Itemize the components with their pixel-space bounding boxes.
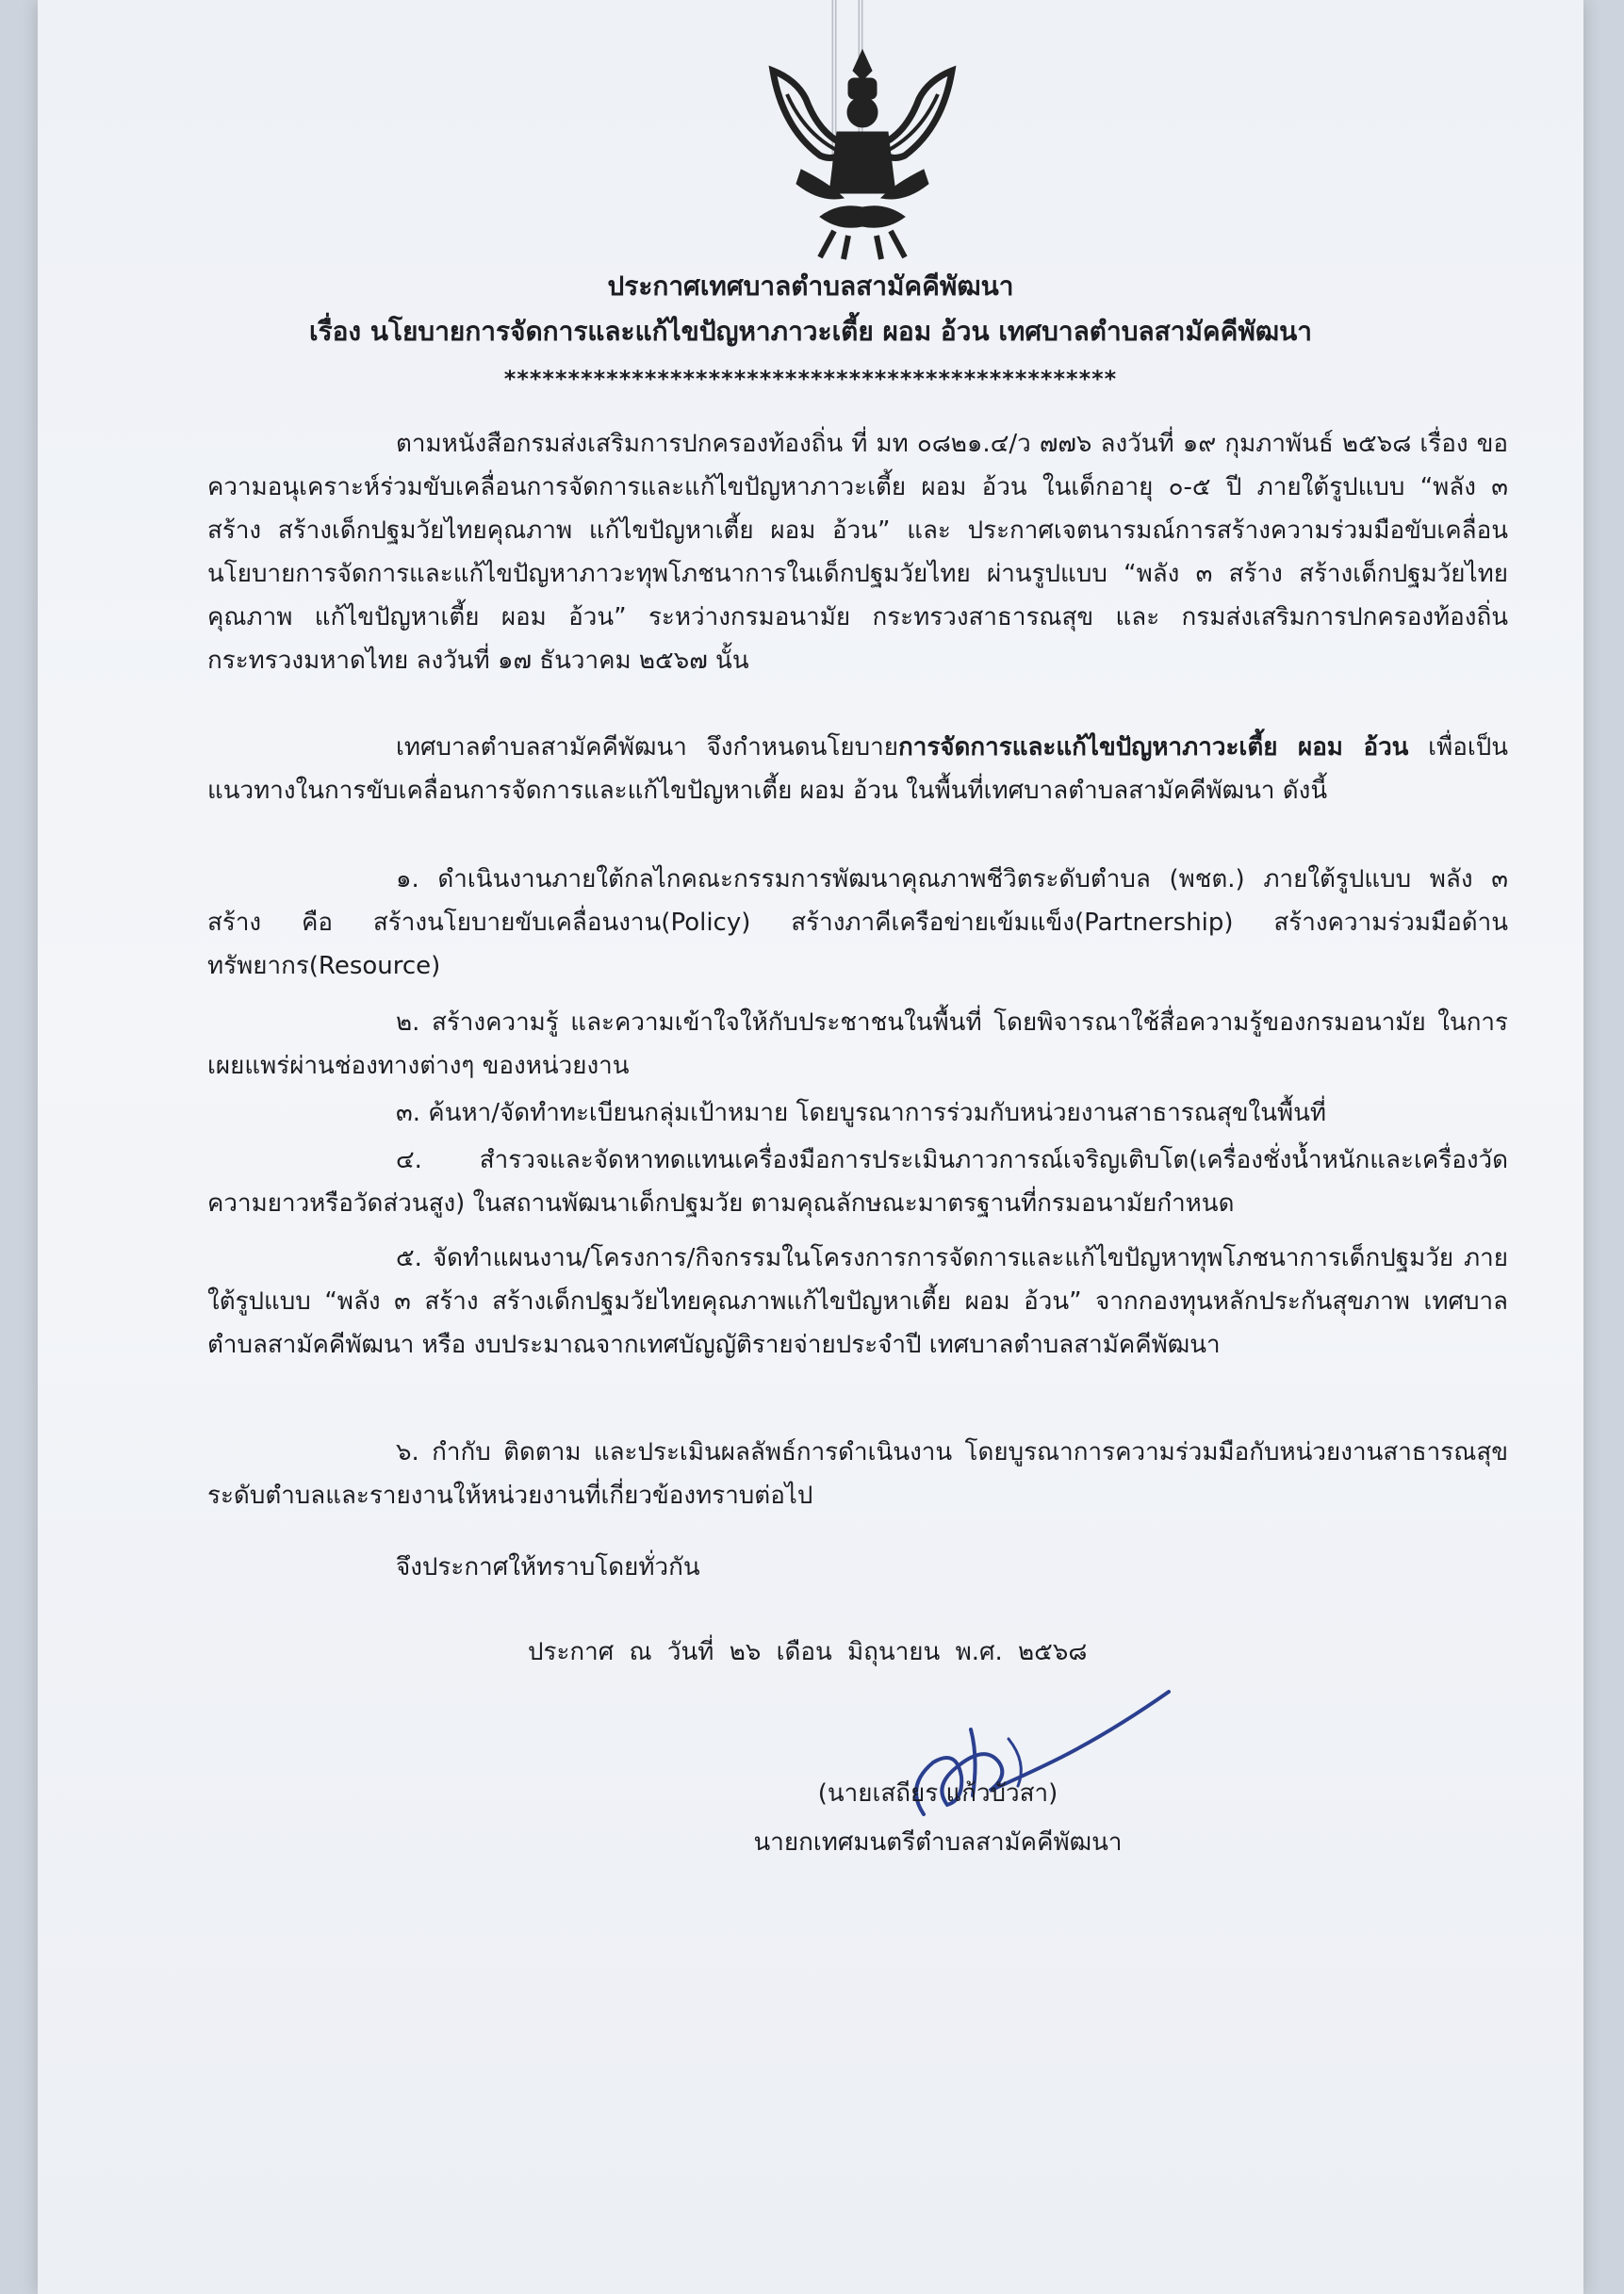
- policy-item-2: ๒. สร้างความรู้ และความเข้าใจให้กับประชาชนในพื้นที่ โดยพิจารณาใช้สื่อความรู้ของกรมอนามัย ในการเผยแพร่ผ่านช่องทางต่างๆ ของหน่วยงาน: [207, 1008, 1508, 1080]
- policy-item-5: ๕. จัดทำแผนงาน/โครงการ/กิจกรรมในโครงการการจัดการและแก้ไขปัญหาทุพโภชนาการเด็กปฐมวัย ภายใต้รูปแบบ “พลัง ๓ สร้าง สร้างเด็กปฐมวัยไทยคุณภาพแก้ไขปัญหาเตี้ย ผอม อ้วน” จากกองทุนหลักประกันสุขภาพ เทศบาลตำบลสามัคคีพัฒนา หรือ งบประมาณจากเทศบัญญัติรายจ่ายประจำปี เทศบาลตำบลสามัคคีพัฒนา: [207, 1244, 1508, 1359]
- policy-item-1: ๑. ดำเนินงานภายใต้กลไกคณะกรรมการพัฒนาคุณภาพชีวิตระดับตำบล (พชต.) ภายใต้รูปแบบ พลัง ๓ สร้าง คือ สร้างนโยบายขับเคลื่อนงาน(Policy) สร้างภาคีเครือข่ายเข้มแข็ง(Partnership) สร้างความร่วมมือด้านทรัพยากร(Resource): [207, 865, 1508, 980]
- title-divider: ************************************************: [503, 366, 1118, 392]
- intro-paragraph: ตามหนังสือกรมส่งเสริมการปกครองท้องถิ่น ที่ มท ๐๘๒๑.๔/ว ๗๗๖ ลงวันที่ ๑๙ กุมภาพันธ์ ๒๕๖๘ เรื่อง ขอความอนุเคราะห์ร่วมขับเคลื่อนการจัดการและแก้ไขปัญหาภาวะเตี้ย ผอม อ้วน ในเด็กอายุ ๐-๕ ปี ภายใต้รูปแบบ “พลัง ๓ สร้าง สร้างเด็กปฐมวัยไทยคุณภาพ แก้ไขปัญหาเตี้ย ผอม อ้วน” และ ประกาศเจตนารมณ์การสร้างความร่วมมือขับเคลื่อนนโยบายการจัดการและแก้ไขปัญหาภาวะทุพโภชนาการในเด็กปฐมวัยไทย ผ่านรูปแบบ “พลัง ๓ สร้าง สร้างเด็กปฐมวัยไทยคุณภาพ แก้ไขปัญหาเตี้ย ผอม อ้วน” ระหว่างกรมอนามัย กระทรวงสาธารณสุข และ กรมส่งเสริมการปกครองท้องถิ่น กระทรวงมหาดไทย ลงวันที่ ๑๗ ธันวาคม ๒๕๖๗ นั้น: [207, 430, 1508, 675]
- policy-item-3: ๓. ค้นหา/จัดทำทะเบียนกลุ่มเป้าหมาย โดยบูรณาการร่วมกับหน่วยงานสาธารณสุขในพื้นที่: [396, 1099, 1327, 1127]
- policy-bold: การจัดการและแก้ไขปัญหาภาวะเตี้ย ผอม อ้วน: [898, 733, 1409, 762]
- announcement-title: ประกาศเทศบาลตำบลสามัคคีพัฒนา: [607, 270, 1014, 302]
- signature-image: [867, 1673, 1206, 1843]
- policy-tail: เพื่อเป็นแนวทางในการขับเคลื่อนการจัดการและแก้ไขปัญหาเตี้ย ผอม อ้วน ในพื้นที่เทศบาลตำบลสามัคคีพัฒนา ดังนี้: [207, 733, 1508, 805]
- policy-paragraph: [207, 726, 1508, 812]
- policy-item-4: ๔. สำรวจและจัดหาทดแทนเครื่องมือการประเมินภาวการณ์เจริญเติบโต(เครื่องชั่งน้ำหนักและเครื่องวัดความยาวหรือวัดส่วนสูง) ในสถานพัฒนาเด็กปฐมวัย ตามคุณลักษณะมาตรฐานที่กรมอนามัยกำหนด: [207, 1146, 1508, 1218]
- announcement-date: ประกาศ ณ วันที่ ๒๖ เดือน มิถุนายน พ.ศ. ๒๕๖๘: [528, 1638, 1088, 1666]
- signer-position: นายกเทศมนตรีตำบลสามัคคีพัฒนา: [753, 1828, 1123, 1857]
- document-page: [38, 0, 1583, 2294]
- policy-lead: เทศบาลตำบลสามัคคีพัฒนา จึงกำหนดนโยบาย: [396, 733, 898, 762]
- closing-statement: จึงประกาศให้ทราบโดยทั่วกัน: [396, 1553, 700, 1581]
- garuda-emblem-icon: [754, 42, 971, 264]
- announcement-subject: เรื่อง นโยบายการจัดการและแก้ไขปัญหาภาวะเตี้ย ผอม อ้วน เทศบาลตำบลสามัคคีพัฒนา: [309, 316, 1312, 347]
- policy-item-6: ๖. กำกับ ติดตาม และประเมินผลลัพธ์การดำเนินงาน โดยบูรณาการความร่วมมือกับหน่วยงานสาธารณสุขระดับตำบลและรายงานให้หน่วยงานที่เกี่ยวข้องทราบต่อไป: [207, 1438, 1508, 1510]
- signer-name: (นายเสถียร แก้วบัวสา): [817, 1779, 1058, 1808]
